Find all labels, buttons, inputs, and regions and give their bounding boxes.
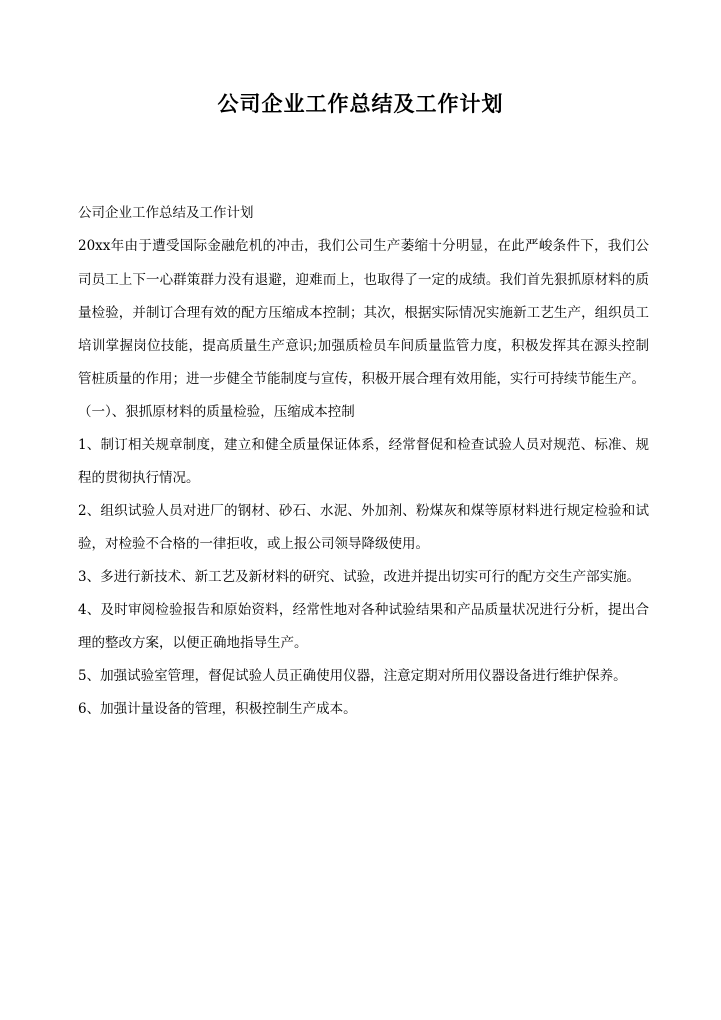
paragraph: 2、组织试验人员对进厂的钢材、砂石、水泥、外加剂、粉煤灰和煤等原材料进行规定检验和试验，对检验不合格的一律拒收，或上报公司领导降级使用。 xyxy=(78,502,649,553)
document-body xyxy=(72,197,649,726)
paragraph: （一）、狠抓原材料的质量检验，压缩成本控制 xyxy=(78,403,355,420)
paragraph: 20xx年由于遭受国际金融危机的冲击，我们公司生产萎缩十分明显，在此严峻条件下，我们公司员工上下一心群策群力没有退避，迎难而上，也取得了一定的成绩。我们首先狠抓原材料的质量检验，并制订合理有效的配方压缩成本控制；其次，根据实际情况实施新工艺生产，组织员工培训掌握岗位技能，提高质量生产意识;加强质检员车间质量监管力度，积极发挥其在源头控制管桩质量的作用；进一步健全节能制度与宣传，积极开展合理有效用能，实行可持续节能生产。 xyxy=(78,238,649,387)
page-title: 公司企业工作总结及工作计划 xyxy=(217,92,504,116)
paragraph: 1、制订相关规章制度，建立和健全质量保证体系，经常督促和检查试验人员对规范、标准、规程的贯彻执行情况。 xyxy=(78,436,649,486)
paragraph: 4、及时审阅检验报告和原始资料，经常性地对各种试验结果和产品质量状况进行分析，提出合理的整改方案，以便正确地指导生产。 xyxy=(78,602,649,652)
paragraph: 5、加强试验室管理，督促试验人员正确使用仪器，注意定期对所用仪器设备进行维护保养。 xyxy=(78,668,627,685)
paragraph: 3、多进行新技术、新工艺及新材料的研究、试验，改进并提出切实可行的配方交生产部实施。 xyxy=(78,569,641,586)
paragraph: 6、加强计量设备的管理，积极控制生产成本。 xyxy=(78,701,357,718)
paragraph: 公司企业工作总结及工作计划 xyxy=(78,205,254,222)
